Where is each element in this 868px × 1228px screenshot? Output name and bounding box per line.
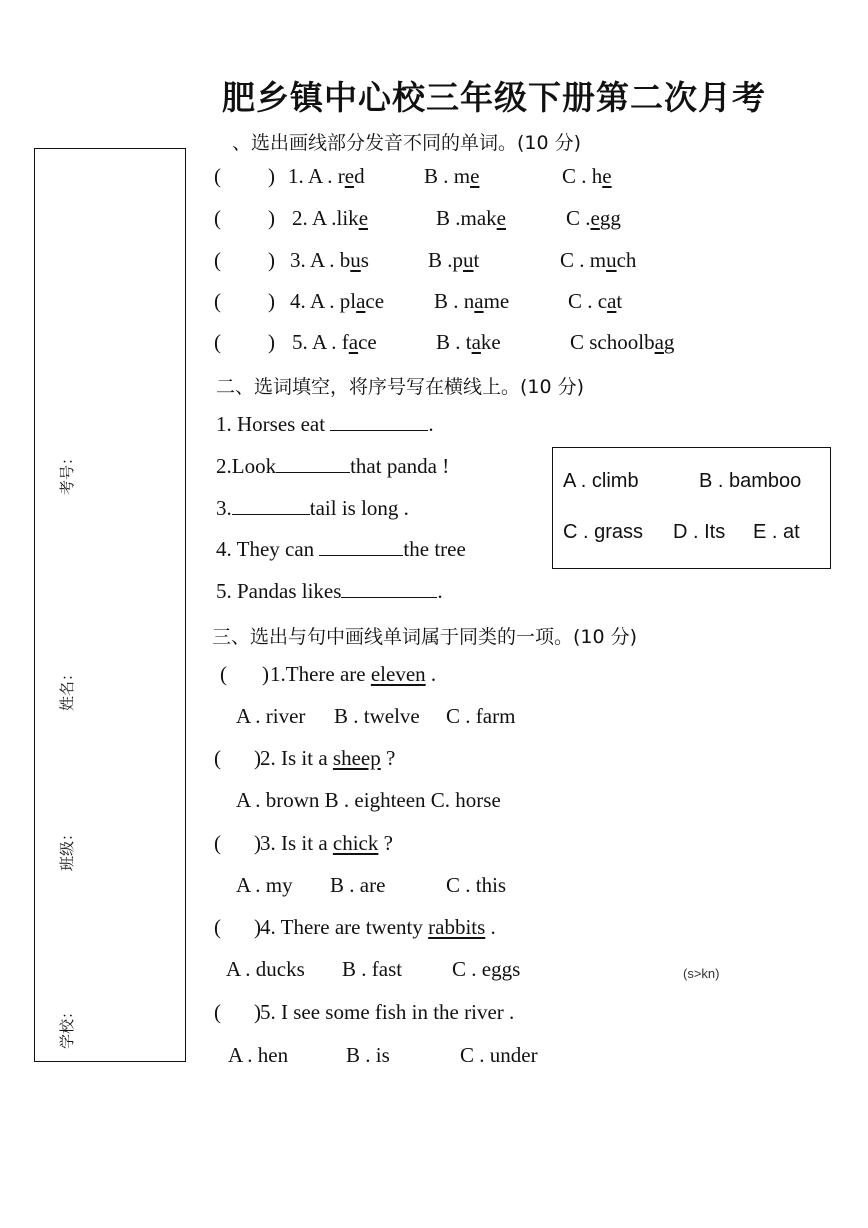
question-text-pre: 5. I see some fish in the river . <box>260 1000 515 1024</box>
question-number: 5. <box>292 330 308 354</box>
answer-paren-open: ( <box>214 746 221 770</box>
option-b-underlined: e <box>496 206 506 230</box>
option-a-pre: A . b <box>310 248 351 272</box>
question-underlined-word: chick <box>332 831 379 855</box>
option-c-post: gg <box>599 206 621 230</box>
question-underlined-word: sheep <box>332 746 381 770</box>
question-text-post: . <box>485 915 496 939</box>
option-b-underlined: u <box>463 248 474 272</box>
item-text-post: . <box>437 579 443 603</box>
option-b <box>436 330 501 355</box>
question-text <box>260 915 496 940</box>
section1-heading: 、选出画线部分发音不同的单词。(10 分) <box>232 132 582 154</box>
answer-blank <box>330 412 428 431</box>
question-text <box>260 831 393 856</box>
option-a-underlined: u <box>350 248 361 272</box>
option-a-underlined: a <box>348 330 359 354</box>
question-text <box>260 746 395 771</box>
option-a <box>310 248 369 273</box>
answer-paren-close: ) <box>268 248 275 272</box>
option-c-pre: C . m <box>560 248 607 272</box>
item-text-post: that panda ! <box>350 454 450 478</box>
option-c-pre: C . c <box>568 289 608 313</box>
option-a-post: d <box>354 164 365 188</box>
fill-blank-item <box>216 454 449 479</box>
option-2: C . this <box>446 873 507 897</box>
answer-paren-close: ) <box>254 831 261 855</box>
fill-blank-item <box>216 496 409 521</box>
option-b <box>424 164 479 189</box>
option-0: A . my <box>236 873 293 897</box>
question-text-pre: 3. Is it a <box>260 831 333 855</box>
answer-paren-close: ) <box>254 746 261 770</box>
option-a-post: s <box>360 248 369 272</box>
answer-paren-close: ) <box>254 915 261 939</box>
class-label: 班级： <box>58 825 77 872</box>
answer-paren-close: ) <box>268 164 275 188</box>
answer-paren-open: ( <box>214 915 221 939</box>
answer-paren-close: ) <box>262 662 269 686</box>
question-number: 4. <box>290 289 306 313</box>
answer-blank <box>319 537 403 556</box>
option-b-post: me <box>483 289 510 313</box>
option-0: A . brown B . eighteen C. horse <box>236 788 501 812</box>
option-c-post: t <box>616 289 623 313</box>
option-0: A . hen <box>228 1043 289 1067</box>
option-c <box>562 164 612 189</box>
word-option-c: C . grass <box>563 521 644 543</box>
section3-heading: 三、选出与句中画线单词属于同类的一项。(10 分) <box>212 626 638 648</box>
question-underlined-word: rabbits <box>428 915 486 939</box>
option-a-underlined: e <box>358 206 369 230</box>
item-text-post: tail is long . <box>309 496 409 520</box>
item-text-pre: 3. <box>216 496 232 520</box>
option-c <box>566 206 621 231</box>
word-option-d: D . Its <box>673 521 726 543</box>
answer-paren-close: ) <box>268 330 275 354</box>
option-1: B . is <box>346 1043 390 1067</box>
option-a-underlined: e <box>344 164 355 188</box>
option-a-pre: A . r <box>308 164 345 188</box>
option-c-underlined: a <box>607 289 617 313</box>
option-c-underlined: u <box>606 248 617 272</box>
question-underlined-word: eleven <box>370 662 426 686</box>
answer-blank <box>341 579 437 598</box>
option-a <box>310 289 384 314</box>
answer-paren-open: ( <box>214 164 221 188</box>
option-a <box>312 330 377 355</box>
answer-paren-open: ( <box>214 206 221 230</box>
option-c-underlined: e <box>602 164 612 188</box>
option-1: B . fast <box>342 957 403 981</box>
option-b-post: t <box>473 248 480 272</box>
item-text-post: the tree <box>403 537 466 561</box>
word-option-a: A . climb <box>563 470 639 492</box>
option-2: C . under <box>460 1043 538 1067</box>
question-text-pre: 4. There are twenty <box>260 915 429 939</box>
answer-paren-close: ) <box>254 1000 261 1024</box>
section2-heading: 二、选词填空，将序号写在横线上。(10 分) <box>216 376 585 398</box>
option-c <box>570 330 674 355</box>
item-text-post: . <box>428 412 434 436</box>
question-number: 1. <box>288 164 304 188</box>
question-number: 3. <box>290 248 306 272</box>
option-b-pre: B . t <box>436 330 472 354</box>
item-text-pre: 1. Horses eat <box>216 412 331 436</box>
answer-paren-open: ( <box>214 289 221 313</box>
option-a-underlined: a <box>356 289 366 313</box>
option-c <box>560 248 636 273</box>
question-text-post: ? <box>378 831 393 855</box>
option-c <box>568 289 622 314</box>
answer-paren-open: ( <box>214 248 221 272</box>
question-number: 2. <box>292 206 308 230</box>
exam-number-label: 考号： <box>58 449 77 496</box>
option-c-pre: C . <box>566 206 591 230</box>
question-text <box>270 662 436 687</box>
fill-blank-item <box>216 537 466 562</box>
page-title: 肥乡镇中心校三年级下册第二次月考 <box>222 78 766 117</box>
option-c-pre: C . h <box>562 164 603 188</box>
option-b <box>434 289 509 314</box>
option-2: C . farm <box>446 704 516 728</box>
option-b-underlined: e <box>470 164 480 188</box>
word-bank-box <box>552 447 831 569</box>
option-b-pre: B . m <box>424 164 471 188</box>
question-text <box>260 1000 514 1025</box>
word-option-b: B . bamboo <box>699 470 802 492</box>
option-a-pre: A . pl <box>310 289 357 313</box>
option-c-pre: C schoolb <box>570 330 655 354</box>
option-c-post: g <box>663 330 675 354</box>
school-label: 学校： <box>58 1003 77 1050</box>
answer-paren-close: ) <box>268 289 275 313</box>
answer-paren-close: ) <box>268 206 275 230</box>
option-a-pre: A . f <box>312 330 349 354</box>
option-c-post: ch <box>616 248 637 272</box>
answer-paren-open: ( <box>214 831 221 855</box>
option-b-post: ke <box>480 330 501 354</box>
answer-paren-open: ( <box>214 330 221 354</box>
question-text-post: . <box>425 662 437 686</box>
option-a-post: ce <box>358 330 377 354</box>
option-a <box>308 164 365 189</box>
option-c-underlined: a <box>654 330 664 354</box>
option-a-post: ce <box>365 289 385 313</box>
option-b-pre: B . n <box>434 289 475 313</box>
option-1: B . are <box>330 873 386 897</box>
option-b-underlined: a <box>474 289 484 313</box>
item-text-pre: 5. Pandas likes <box>216 579 342 603</box>
option-b <box>428 248 479 273</box>
option-a-pre: A .lik <box>312 206 359 230</box>
answer-blank <box>232 496 310 515</box>
answer-paren-open: ( <box>214 1000 221 1024</box>
option-a <box>312 206 368 231</box>
fill-blank-item <box>216 412 434 437</box>
option-b-pre: B .mak <box>436 206 497 230</box>
question-text-post: ? <box>380 746 396 770</box>
item-text-pre: 2.Look <box>216 454 277 478</box>
option-1: B . twelve <box>334 704 420 728</box>
fill-blank-item <box>216 579 443 604</box>
option-2: C . eggs <box>452 957 521 981</box>
option-0: A . river <box>236 704 306 728</box>
word-option-e: E . at <box>753 521 800 543</box>
question-text-pre: 2. Is it a <box>260 746 333 770</box>
option-b-underlined: a <box>471 330 481 354</box>
option-c-underlined: e <box>590 206 600 230</box>
question-text-pre: 1.There are <box>270 662 371 686</box>
answer-blank <box>276 454 350 473</box>
option-b-pre: B .p <box>428 248 464 272</box>
binding-strip <box>34 148 186 1062</box>
answer-paren-open: ( <box>220 662 227 686</box>
name-label: 姓名： <box>58 665 77 712</box>
option-b <box>436 206 506 231</box>
option-0: A . ducks <box>226 957 305 981</box>
item-text-pre: 4. They can <box>216 537 320 561</box>
stray-mark: (s>kn) <box>683 966 720 981</box>
